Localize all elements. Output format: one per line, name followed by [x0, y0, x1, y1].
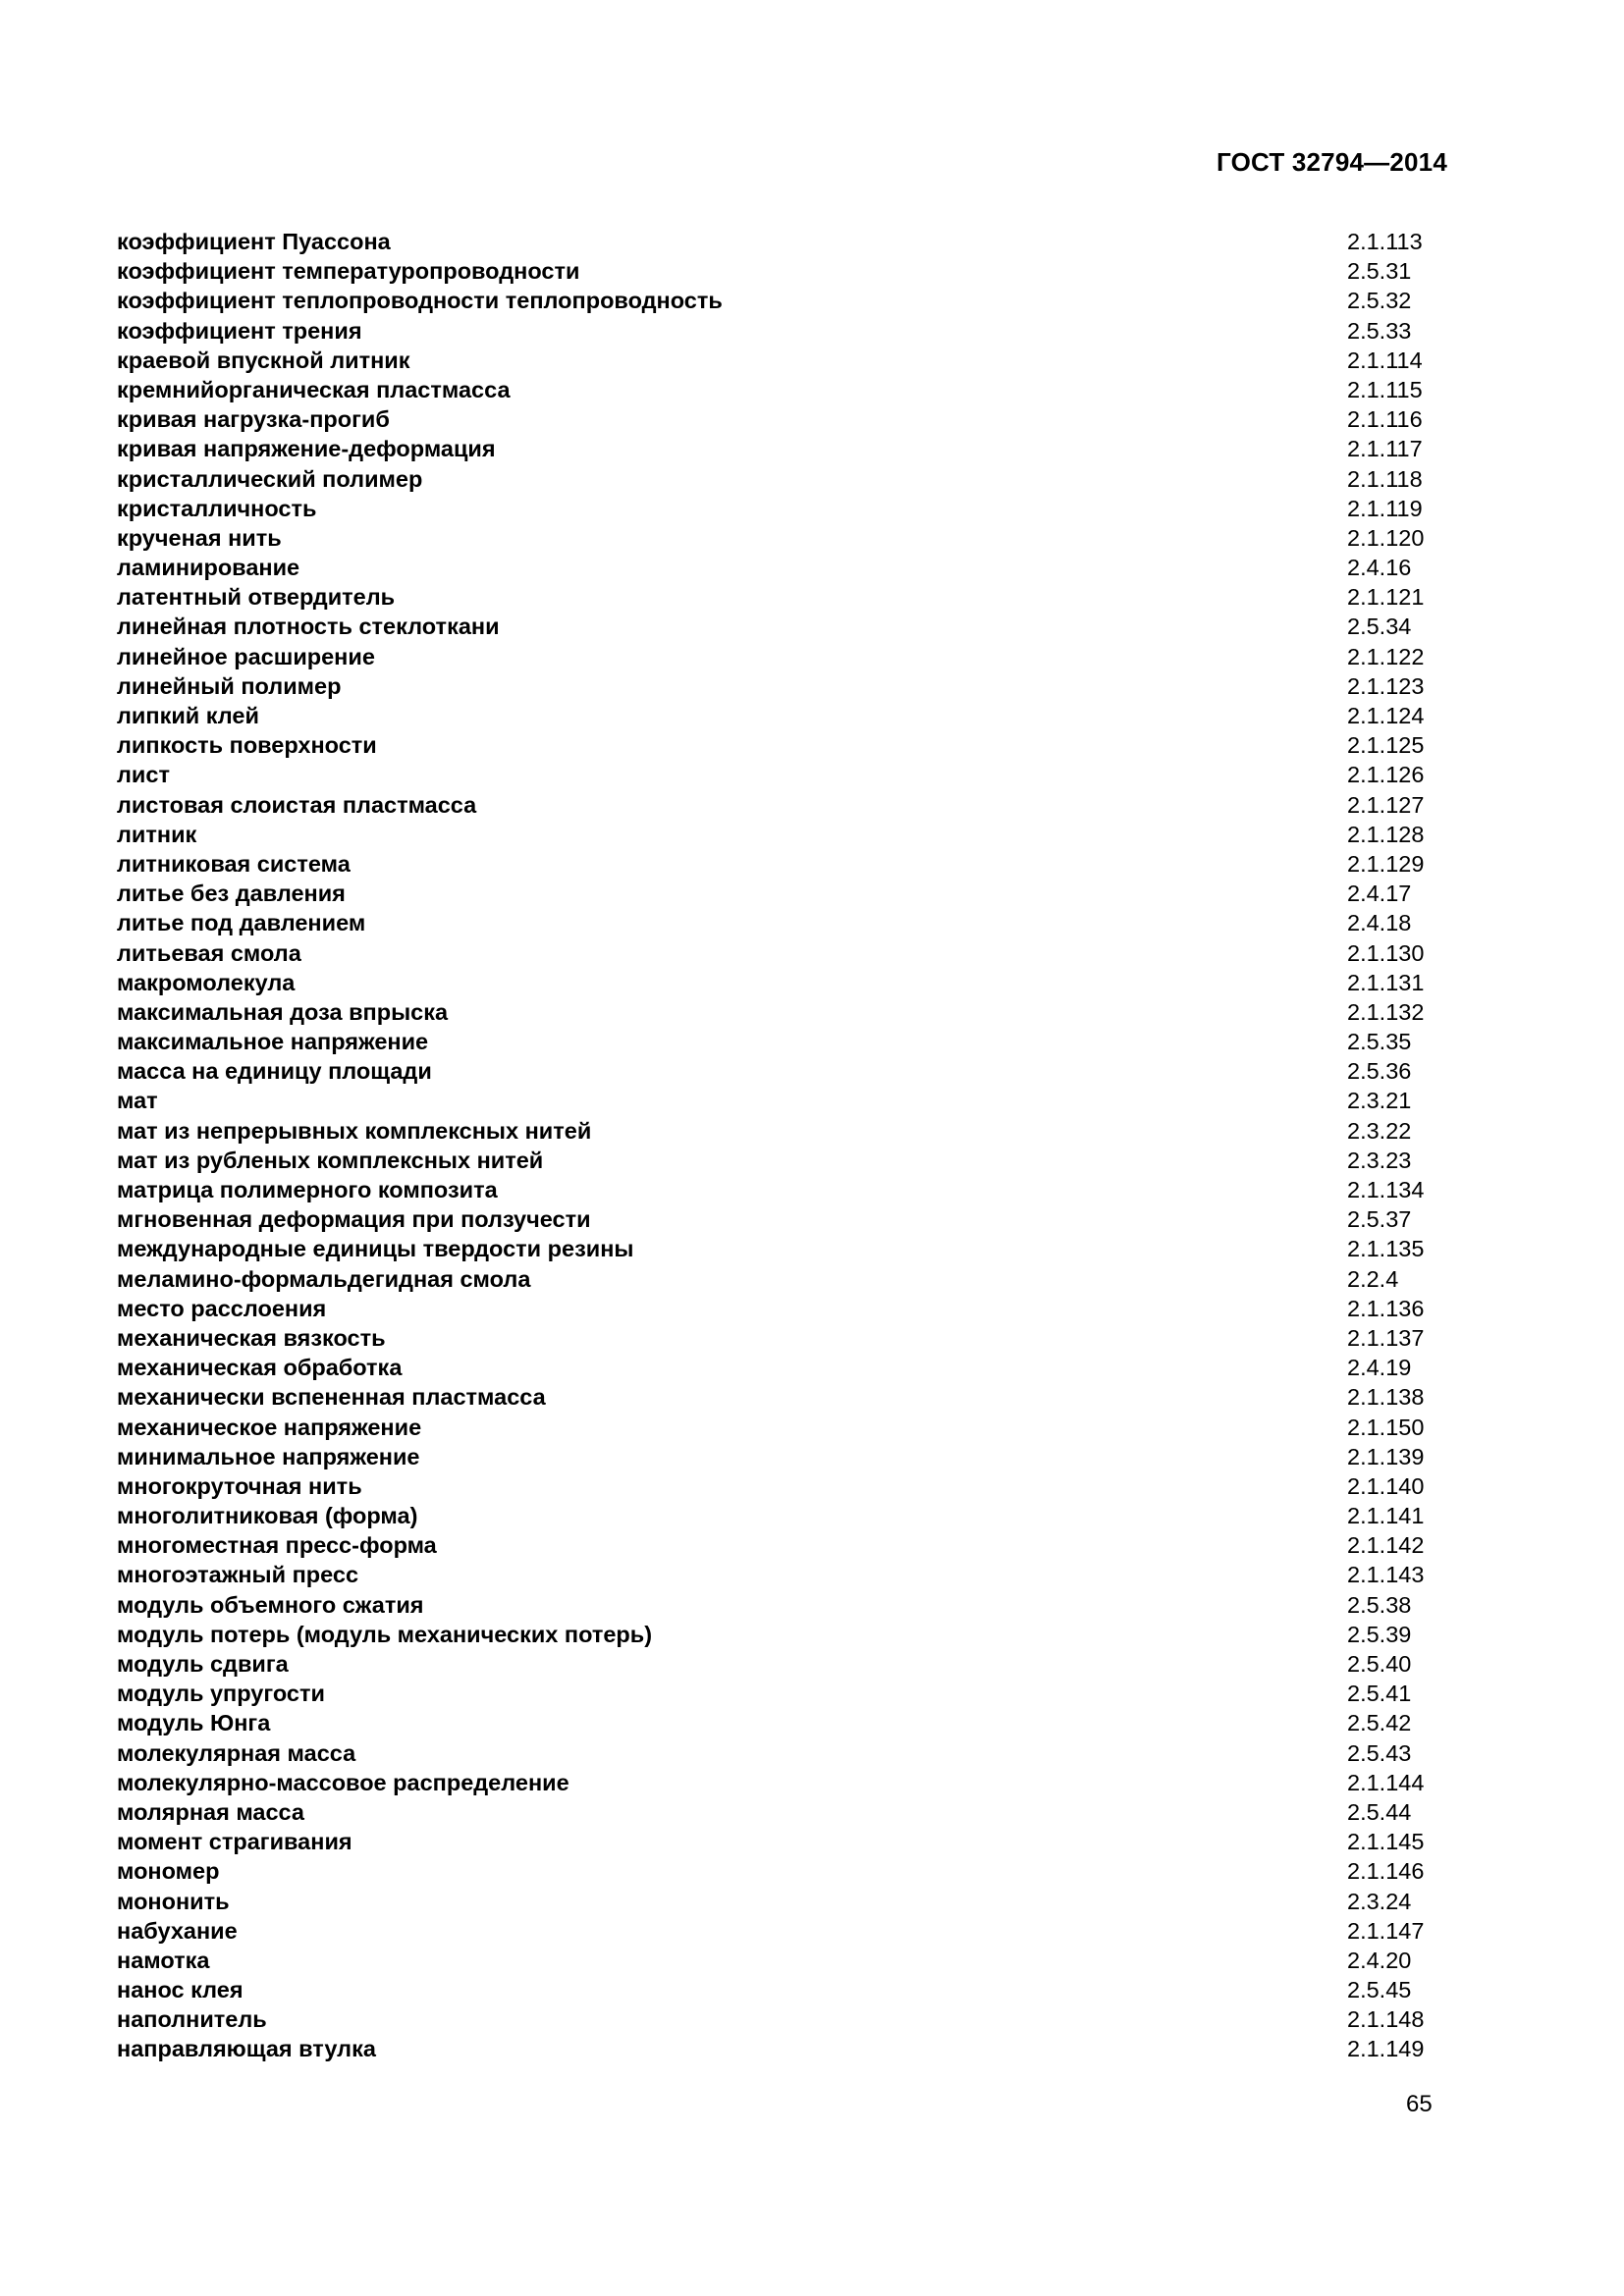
index-term: линейное расширение [117, 643, 375, 669]
index-reference: 2.4.16 [1347, 555, 1412, 581]
index-term: механическая вязкость [117, 1324, 386, 1351]
index-reference: 2.5.39 [1347, 1621, 1412, 1647]
index-reference: 2.1.144 [1347, 1769, 1425, 1795]
index-reference: 2.1.128 [1347, 821, 1425, 847]
index-entry [117, 908, 1442, 937]
index-term: коэффициент Пуассона [117, 229, 391, 254]
index-term: литье без давления [117, 881, 346, 907]
index-reference: 2.5.40 [1347, 1651, 1412, 1677]
index-entry [117, 1679, 1442, 1708]
index-entry [117, 582, 1442, 612]
index-entry [117, 879, 1442, 908]
index-term: кристаллический полимер [117, 465, 423, 492]
index-term: кристалличность [117, 495, 317, 521]
index-term: краевой впускной литник [117, 347, 410, 373]
index-reference: 2.1.122 [1347, 643, 1425, 669]
index-reference: 2.1.131 [1347, 969, 1425, 995]
index-entry [117, 1827, 1442, 1856]
index-entry [117, 1382, 1442, 1412]
index-entry [117, 1501, 1442, 1530]
index-reference: 2.1.138 [1347, 1384, 1425, 1411]
index-term: механическая обработка [117, 1355, 403, 1381]
index-entry [117, 494, 1442, 523]
index-reference: 2.1.136 [1347, 1295, 1425, 1321]
index-reference: 2.1.130 [1347, 939, 1425, 966]
index-entry [117, 1946, 1442, 1975]
index-entry [117, 612, 1442, 641]
index-term: многоэтажный пресс [117, 1562, 359, 1588]
index-entry [117, 938, 1442, 968]
index-reference: 2.1.118 [1347, 465, 1423, 492]
index-term: коэффициент теплопроводности теплопроводность [117, 288, 723, 314]
index-term: макромолекула [117, 969, 296, 995]
index-reference: 2.1.150 [1347, 1414, 1425, 1440]
index-term: коэффициент температуропроводности [117, 258, 580, 285]
index-entry [117, 375, 1442, 404]
index-term: максимальная доза впрыска [117, 998, 449, 1025]
index-entry [117, 1175, 1442, 1204]
index-term: мгновенная деформация при ползучести [117, 1206, 591, 1233]
index-reference: 2.1.117 [1347, 436, 1423, 462]
index-term: крученая нить [117, 524, 282, 551]
index-entry [117, 346, 1442, 375]
index-term: многокруточная нить [117, 1472, 362, 1499]
index-entry [117, 1856, 1442, 1886]
index-reference: 2.1.148 [1347, 2006, 1425, 2033]
index-entry [117, 523, 1442, 553]
index-entry [117, 1708, 1442, 1737]
index-reference: 2.5.38 [1347, 1591, 1412, 1618]
index-reference: 2.1.114 [1347, 347, 1423, 373]
index-term: момент страгивания [117, 1829, 352, 1855]
index-term: модуль сдвига [117, 1651, 289, 1677]
index-reference: 2.1.124 [1347, 703, 1425, 728]
index-term: мат из непрерывных комплексных нитей [117, 1117, 592, 1144]
index-term: модуль объемного сжатия [117, 1591, 424, 1618]
index-entry [117, 1768, 1442, 1797]
index-reference: 2.1.145 [1347, 1829, 1425, 1855]
index-term: лист [117, 762, 170, 788]
index-reference: 2.5.33 [1347, 317, 1412, 344]
index-reference: 2.1.116 [1347, 406, 1423, 433]
index-entry [117, 1353, 1442, 1382]
index-entry [117, 256, 1442, 286]
index-term: матрица полимерного композита [117, 1177, 498, 1202]
index-term: место расслоения [117, 1295, 327, 1321]
index-entry [117, 1590, 1442, 1620]
index-entry [117, 553, 1442, 582]
index-term: литьевая смола [117, 939, 301, 966]
index-entry [117, 1323, 1442, 1353]
index-reference: 2.5.36 [1347, 1058, 1412, 1085]
index-term: модуль Юнга [117, 1710, 271, 1736]
index-entry [117, 464, 1442, 494]
index-entry [117, 316, 1442, 346]
index-reference: 2.1.132 [1347, 998, 1425, 1025]
index-term: международные единицы твердости резины [117, 1236, 634, 1262]
index-term: модуль упругости [117, 1681, 325, 1707]
index-entry [117, 1471, 1442, 1501]
index-reference: 2.1.115 [1347, 376, 1423, 402]
index-entry [117, 1264, 1442, 1294]
index-term: молекулярная масса [117, 1739, 356, 1766]
index-term: листовая слоистая пластмасса [117, 791, 477, 818]
index-reference: 2.1.142 [1347, 1532, 1425, 1559]
index-term: кривая напряжение-деформация [117, 436, 496, 462]
index-entry [117, 1234, 1442, 1263]
index-reference: 2.1.134 [1347, 1177, 1425, 1202]
index-entry [117, 1116, 1442, 1146]
index-entry [117, 1204, 1442, 1234]
index-term: липкость поверхности [117, 732, 377, 759]
index-term: масса на единицу площади [117, 1058, 432, 1085]
index-term: меламино-формальдегидная смола [117, 1265, 531, 1292]
index-entry [117, 701, 1442, 730]
term-index-list [117, 227, 1442, 2064]
page-number: 65 [1406, 2091, 1433, 2117]
index-reference: 2.1.120 [1347, 524, 1425, 551]
index-entry [117, 997, 1442, 1027]
index-entry [117, 1027, 1442, 1056]
index-term: многоместная пресс-форма [117, 1532, 437, 1559]
index-reference: 2.1.123 [1347, 672, 1425, 699]
index-entry [117, 1056, 1442, 1086]
index-term: максимальное напряжение [117, 1029, 429, 1055]
index-reference: 2.1.125 [1347, 732, 1425, 759]
index-reference: 2.5.41 [1347, 1681, 1412, 1707]
index-entry [117, 1413, 1442, 1442]
index-reference: 2.1.149 [1347, 2036, 1425, 2062]
index-entry [117, 1620, 1442, 1649]
index-reference: 2.5.43 [1347, 1739, 1412, 1766]
index-term: латентный отвердитель [117, 584, 396, 611]
index-entry [117, 1797, 1442, 1827]
index-reference: 2.5.42 [1347, 1710, 1412, 1736]
index-reference: 2.4.19 [1347, 1355, 1412, 1381]
index-reference: 2.5.44 [1347, 1798, 1412, 1825]
index-reference: 2.1.140 [1347, 1472, 1425, 1499]
index-entry [117, 642, 1442, 671]
index-entry [117, 1916, 1442, 1946]
index-term: мононить [117, 1888, 230, 1914]
index-entry [117, 1146, 1442, 1175]
index-term: наполнитель [117, 2006, 267, 2033]
index-reference: 2.1.135 [1347, 1236, 1425, 1262]
index-term: механическое напряжение [117, 1414, 422, 1440]
index-term: направляющая втулка [117, 2036, 376, 2062]
index-reference: 2.1.139 [1347, 1443, 1425, 1469]
index-reference: 2.4.20 [1347, 1947, 1412, 1973]
index-term: молекулярно-массовое распределение [117, 1769, 569, 1795]
index-reference: 2.1.146 [1347, 1858, 1425, 1885]
index-reference: 2.3.21 [1347, 1088, 1412, 1114]
index-term: кривая нагрузка-прогиб [117, 406, 390, 433]
index-entry [117, 1442, 1442, 1471]
index-reference: 2.1.121 [1347, 584, 1425, 611]
index-reference: 2.3.24 [1347, 1888, 1412, 1914]
index-term: кремнийорганическая пластмасса [117, 376, 511, 402]
index-term: мономер [117, 1858, 220, 1885]
index-entry [117, 1294, 1442, 1323]
index-reference: 2.1.113 [1347, 229, 1423, 254]
index-entry [117, 1738, 1442, 1768]
index-entry [117, 968, 1442, 997]
index-entry [117, 1975, 1442, 2004]
index-term: литниковая система [117, 850, 351, 877]
index-reference: 2.5.37 [1347, 1206, 1412, 1233]
index-entry [117, 730, 1442, 760]
index-term: линейная плотность стеклоткани [117, 614, 500, 640]
index-reference: 2.4.17 [1347, 881, 1412, 907]
index-reference: 2.1.143 [1347, 1562, 1425, 1588]
index-reference: 2.4.18 [1347, 910, 1412, 936]
index-entry [117, 1649, 1442, 1679]
document-header: ГОСТ 32794—2014 [1217, 147, 1447, 177]
index-entry [117, 404, 1442, 434]
index-reference: 2.3.23 [1347, 1147, 1412, 1173]
index-entry [117, 2004, 1442, 2034]
index-term: минимальное напряжение [117, 1443, 420, 1469]
index-reference: 2.1.141 [1347, 1503, 1425, 1529]
index-term: литник [117, 821, 197, 847]
index-term: намотка [117, 1947, 210, 1973]
index-entry [117, 820, 1442, 849]
index-entry [117, 1887, 1442, 1916]
index-reference: 2.1.129 [1347, 850, 1425, 877]
index-entry [117, 286, 1442, 315]
index-reference: 2.5.45 [1347, 1977, 1412, 2003]
index-entry [117, 434, 1442, 463]
index-entry [117, 2034, 1442, 2063]
index-reference: 2.1.147 [1347, 1917, 1425, 1944]
index-term: многолитниковая (форма) [117, 1503, 418, 1529]
index-term: линейный полимер [117, 672, 342, 699]
index-entry [117, 760, 1442, 789]
index-term: липкий клей [117, 703, 259, 728]
index-entry [117, 790, 1442, 820]
index-reference: 2.2.4 [1347, 1265, 1399, 1292]
index-term: нанос клея [117, 1977, 244, 2003]
index-reference: 2.1.126 [1347, 762, 1425, 788]
index-reference: 2.1.127 [1347, 791, 1425, 818]
index-reference: 2.5.35 [1347, 1029, 1412, 1055]
index-entry [117, 1530, 1442, 1560]
index-entry [117, 671, 1442, 701]
index-reference: 2.5.31 [1347, 258, 1412, 285]
index-term: мат [117, 1088, 158, 1114]
index-term: мат из рубленых комплексных нитей [117, 1147, 544, 1173]
index-term: механически вспененная пластмасса [117, 1384, 546, 1411]
index-entry [117, 1560, 1442, 1589]
index-reference: 2.1.119 [1347, 495, 1423, 521]
index-term: модуль потерь (модуль механических потерь) [117, 1621, 653, 1647]
index-term: литье под давлением [117, 910, 366, 936]
index-term: ламинирование [117, 555, 300, 581]
index-reference: 2.3.22 [1347, 1117, 1412, 1144]
index-term: набухание [117, 1917, 238, 1944]
index-entry [117, 227, 1442, 256]
index-reference: 2.1.137 [1347, 1324, 1425, 1351]
index-term: молярная масса [117, 1798, 304, 1825]
index-entry [117, 849, 1442, 879]
index-reference: 2.5.34 [1347, 614, 1412, 640]
index-reference: 2.5.32 [1347, 288, 1412, 314]
index-entry [117, 1086, 1442, 1115]
index-term: коэффициент трения [117, 317, 362, 344]
